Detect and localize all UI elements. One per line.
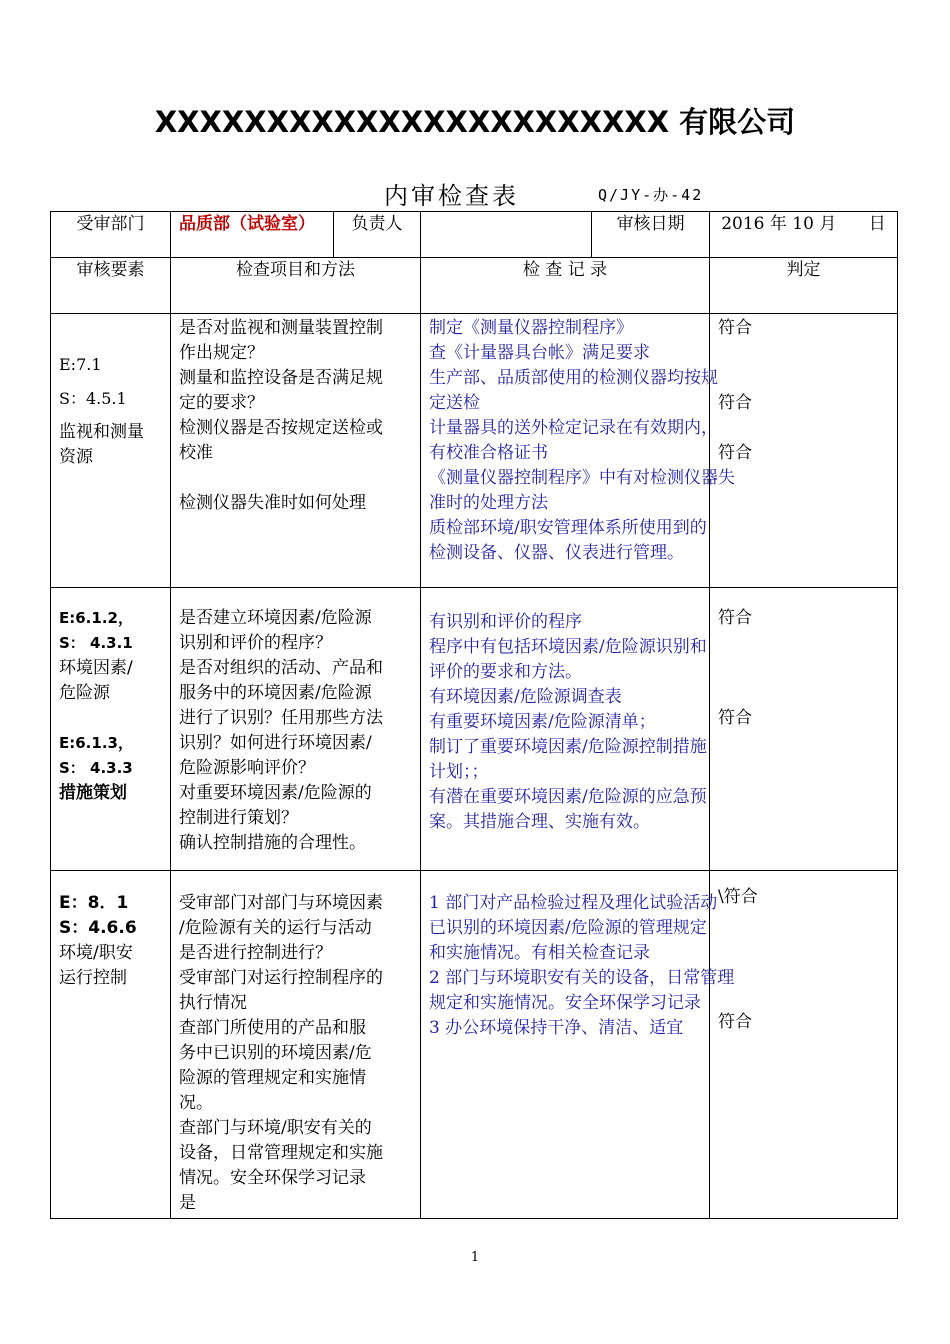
item-line: 是否建立环境因素/危险源	[179, 608, 372, 628]
item-line: 受审部门对部门与环境因素	[179, 893, 383, 913]
person-label: 负责人	[334, 212, 421, 258]
record-line: 计量器具的送外检定记录在有效期内，	[429, 418, 718, 438]
record-line: 评价的要求和方法。	[429, 662, 582, 682]
record-line: 和实施情况。有相关检查记录	[429, 943, 650, 963]
record-line: 有识别和评价的程序	[429, 612, 582, 632]
element-line: S： 4.3.1	[59, 634, 133, 652]
record-line: 查《计量器具台帐》满足要求	[429, 343, 650, 363]
element-line: 环境/职安	[59, 943, 133, 963]
record-line: 准时的处理方法	[429, 493, 548, 513]
item-line: 查部门所使用的产品和服	[179, 1018, 366, 1038]
item-line: 是	[179, 1193, 196, 1213]
record-line: 有校准合格证书	[429, 443, 548, 463]
element-line: E：8．1	[59, 893, 129, 913]
judgement: 符合	[718, 608, 752, 628]
item-line: 执行情况	[179, 993, 247, 1013]
item-line: 险源的管理规定和实施情	[179, 1068, 366, 1088]
item-line: 进行了识别？任用那些方法	[179, 708, 383, 728]
form-code: Q/JY-办-42	[598, 186, 704, 204]
col-items: 检查项目和方法	[171, 258, 421, 314]
element-line: E:6.1.3，	[59, 734, 133, 752]
record-line: 规定和实施情况。安全环保学习记录	[429, 993, 701, 1013]
column-header-row	[51, 258, 898, 314]
item-line: 作出规定？	[179, 343, 264, 363]
table-row	[51, 588, 898, 871]
item-line	[179, 466, 412, 491]
item-line: 是否对监视和测量装置控制	[179, 318, 383, 338]
table-row	[51, 314, 898, 588]
item-line: 定的要求？	[179, 393, 264, 413]
info-row	[51, 212, 898, 258]
item-line: 检测仪器是否按规定送检或	[179, 418, 383, 438]
record-line: 计划；；	[429, 762, 489, 782]
page-number: 1	[470, 1250, 480, 1265]
company-name: XXXXXXXXXXXXXXXXXXXXXXX 有限公司	[154, 105, 796, 139]
judgement: 符合	[718, 393, 752, 413]
element-line: S：4.6.6	[59, 918, 137, 938]
col-judgement: 判定	[710, 258, 898, 314]
item-line: 测量和监控设备是否满足规	[179, 368, 383, 388]
record-line: 质检部环境/职安管理体系所使用到的	[429, 518, 707, 538]
record-line: 2 部门与环境职安有关的设备，日常管理	[429, 968, 735, 988]
dept-label: 受审部门	[51, 212, 171, 258]
table-row	[51, 871, 898, 1219]
element-line: S：4.5.1	[59, 389, 127, 408]
element-line: 资源	[59, 447, 93, 467]
record-line: 3 办公环境保持干净、清洁、适宜	[429, 1018, 684, 1038]
item-line: 检测仪器失准时如何处理	[179, 493, 366, 513]
item-line: 识别和评价的程序？	[179, 633, 332, 653]
item-line: 是否进行控制进行？	[179, 943, 332, 963]
item-line: 务中已识别的环境因素/危	[179, 1043, 372, 1063]
item-line: 查部门与环境/职安有关的	[179, 1118, 372, 1138]
element-line: 环境因素/	[59, 658, 133, 678]
record-line: 制订了重要环境因素/危险源控制措施	[429, 737, 707, 757]
item-line: 服务中的环境因素/危险源	[179, 683, 372, 703]
item-line: /危险源有关的运行与活动	[179, 918, 372, 938]
date-value: 2016 年 10 月 日	[710, 212, 898, 258]
audit-checklist-table	[50, 211, 898, 1219]
item-line: 校准	[179, 443, 213, 463]
item-line: 识别？如何进行环境因素/	[179, 733, 372, 753]
item-line: 设备，日常管理规定和实施	[179, 1143, 383, 1163]
item-line: 对重要环境因素/危险源的	[179, 783, 372, 803]
element-line: S： 4.3.3	[59, 759, 133, 777]
item-line: 危险源影响评价？	[179, 758, 315, 778]
record-line: 案。其措施合理、实施有效。	[429, 812, 650, 832]
judgement: 符合	[718, 1012, 752, 1032]
person-value	[421, 212, 592, 258]
record-line: 《测量仪器控制程序》中有对检测仪器失	[429, 468, 735, 488]
judgement: \符合	[718, 887, 758, 907]
record-line: 检测设备、仪器、仪表进行管理。	[429, 543, 684, 563]
date-label: 审核日期	[592, 212, 710, 258]
record-line: 程序中有包括环境因素/危险源识别和	[429, 637, 707, 657]
element-line: E:6.1.2，	[59, 609, 133, 627]
record-line: 制定《测量仪器控制程序》	[429, 318, 633, 338]
judgement: 符合	[718, 443, 752, 463]
item-line: 况。	[179, 1093, 213, 1113]
item-line: 情况。安全环保学习记录	[179, 1168, 366, 1188]
record-line: 有潜在重要环境因素/危险源的应急预	[429, 787, 707, 807]
form-title: 内审检查表	[384, 182, 519, 210]
record-line: 1 部门对产品检验过程及理化试验活动	[429, 893, 718, 913]
element-line: 危险源	[59, 683, 110, 703]
col-records: 检 查 记 录	[421, 258, 710, 314]
record-line: 生产部、品质部使用的检测仪器均按规	[429, 368, 718, 388]
item-line: 是否对组织的活动、产品和	[179, 658, 383, 678]
judgement: 符合	[718, 318, 752, 338]
judgement: 符合	[718, 708, 752, 728]
record-line: 定送检	[429, 393, 480, 413]
record-line: 有重要环境因素/危险源清单；	[429, 712, 656, 732]
element-line: 运行控制	[59, 968, 127, 988]
element-line: 监视和测量	[59, 422, 144, 442]
item-line: 控制进行策划？	[179, 808, 298, 828]
element-line: E:7.1	[59, 355, 102, 374]
record-line: 有环境因素/危险源调查表	[429, 687, 622, 707]
element-line: 措施策划	[59, 783, 127, 803]
record-line: 已识别的环境因素/危险源的管理规定	[429, 918, 707, 938]
element-line	[59, 706, 162, 731]
item-line: 确认控制措施的合理性。	[179, 833, 366, 853]
dept-value: 品质部（试验室）	[171, 212, 334, 258]
item-line: 受审部门对运行控制程序的	[179, 968, 383, 988]
col-elements: 审核要素	[51, 258, 171, 314]
